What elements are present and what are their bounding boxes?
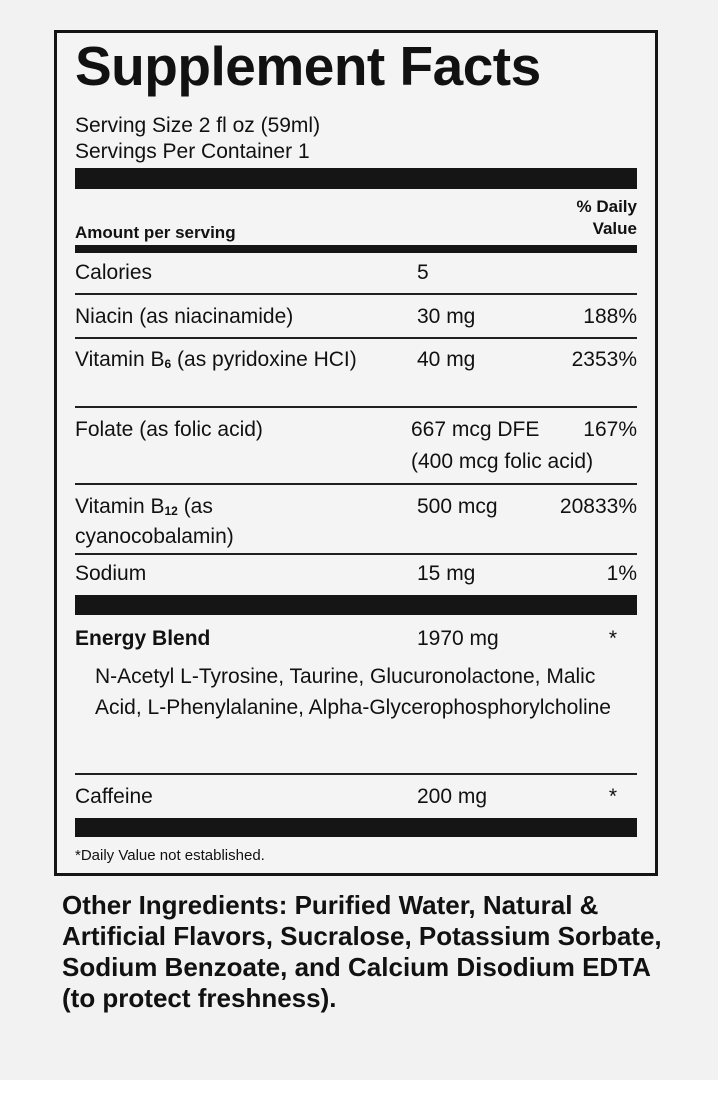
row-divider: [75, 337, 637, 339]
nutrient-daily-value: 1%: [606, 562, 637, 585]
nutrient-name: Sodium: [75, 562, 147, 585]
amount-per-serving-header: Amount per serving: [75, 223, 236, 242]
other-ingredients: Other Ingredients: Purified Water, Natural & Artificial Flavors, Sucralose, Potassium Sorbate, Sodium Benzoate, and Calcium Disodium EDTA (to protect freshness).: [62, 890, 662, 1013]
footnote: *Daily Value not established.: [75, 847, 265, 864]
thick-divider: [75, 595, 637, 615]
daily-value-header-line2: Value: [592, 219, 637, 239]
daily-value-header: [577, 196, 637, 240]
nutrient-daily-value: 167%: [583, 418, 637, 441]
nutrient-amount: 15 mg: [417, 562, 476, 585]
nutrient-amount: 200 mg: [417, 785, 488, 808]
panel-title: Supplement Facts: [75, 35, 541, 97]
nutrient-name: Calories: [75, 261, 153, 284]
supplement-facts-panel: [54, 30, 658, 876]
nutrient-amount: 5: [417, 261, 429, 284]
nutrient-amount: 500 mcg: [417, 495, 498, 518]
nutrient-name: Niacin (as niacinamide): [75, 305, 294, 328]
blend-amount: 1970 mg: [417, 627, 499, 650]
nutrient-name: Vitamin $B_{12}$ (as cyanocobalamin): [75, 495, 234, 548]
row-divider: [75, 293, 637, 295]
thick-divider: [75, 818, 637, 837]
row-divider: [75, 553, 637, 555]
row-divider: [75, 406, 637, 408]
blend-ingredients: N-Acetyl L-Tyrosine, Taurine, Glucuronolactone, Malic Acid, L-Phenylalanine, Alpha-Glycerophosphorylcholine: [95, 665, 611, 719]
row-divider: [75, 773, 637, 775]
thick-divider: [75, 168, 637, 189]
medium-divider: [75, 245, 637, 253]
nutrient-amount: 30 mg: [417, 305, 476, 328]
nutrient-amount: 667 mcg DFE: [411, 418, 540, 441]
nutrient-name: Vitamin $B_6$ (as pyridoxine HCI): [75, 348, 357, 371]
blend-name: Energy Blend: [75, 627, 211, 650]
nutrient-daily-value: *: [608, 785, 617, 808]
nutrient-daily-value: 188%: [583, 305, 637, 328]
nutrient-name: Folate (as folic acid): [75, 418, 263, 441]
nutrient-daily-value: 2353%: [571, 348, 637, 371]
nutrient-name: Caffeine: [75, 785, 153, 808]
daily-value-header-line1: % Daily: [576, 197, 637, 216]
nutrient-amount: 40 mg: [417, 348, 476, 371]
nutrient-daily-value: 20833%: [559, 495, 637, 518]
blend-daily-value: *: [608, 627, 617, 650]
nutrient-amount-detail: (400 mcg folic acid): [411, 450, 594, 473]
serving-size: Serving Size 2 fl oz (59ml): [75, 114, 321, 137]
row-divider: [75, 483, 637, 485]
servings-per-container: Servings Per Container 1: [75, 140, 310, 163]
